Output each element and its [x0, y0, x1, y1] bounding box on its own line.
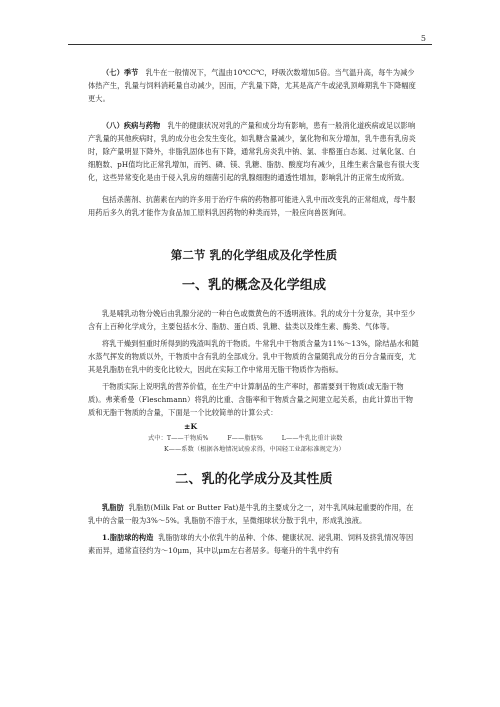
section-title: 第二节 乳的化学组成及化学性质: [170, 248, 338, 262]
formula-legend: 式中：T——干物质% F——脂肪% L——牛乳比重计读数: [148, 435, 343, 442]
paragraph-season: [88, 66, 420, 105]
paragraph-drying: 将乳干燥到恒重时所得到的残渣叫乳的干物质。牛常乳中干物质含量为11%～13%，除结晶水和随水蒸气挥发的物质以外，干物质中含有乳的全部成分。乳中干物质的含量随乳成分的百分含量而变，尤其是乳脂肪在乳中的变化比较大，因此在实际工作中常用无脂干物质作为指标。: [88, 339, 419, 374]
paragraph-fleschmann: 干物质实际上说明乳的营养价值，在生产中计算制品的生产率时，都需要到干物质(或无脂干物质)。弗莱希曼（Fleschmann）将乳的比重、含脂率和干物质含量之间建立起关系，由此计算出干物质和无脂干物质的含量，下面是一个比较简单的计算公式：: [88, 382, 414, 417]
formula: ±K: [184, 422, 198, 431]
paragraph-fat-globule: [88, 531, 420, 557]
paragraph-milk-fat: [88, 501, 420, 527]
paragraph-text: 乳脂肪(Milk Fat or Butter Fat)是牛乳的主要成分之一，对牛乳风味起重要的作用，在乳中的含量一般为3%～5%。乳脂肪不溶于水，呈微细球状分散于乳中，形成乳浊液。: [88, 503, 414, 525]
paragraph-drug: 包括杀菌剂、抗菌素在内的许多用于治疗牛病的药物都可能进入乳中而改变乳的正常组成，母牛服用药后多久的乳才能作为食品加工原料乳因药物的种类而异，一般应向兽医询问。: [88, 195, 416, 217]
page-content: [88, 66, 420, 557]
page-number: 5: [420, 34, 426, 43]
paragraph-disease: [88, 119, 420, 184]
paragraph-lead: 乳脂肪: [102, 503, 124, 512]
subsection-title: 二、乳的化学成分及其性质: [175, 472, 333, 487]
paragraph-text: 乳牛的健康状况对乳的产量和成分均有影响，患有一般消化道疾病或足以影响产乳量的其他疾病时，乳的成分也会发生变化，如乳糖含量减少，氯化物和灰分增加，乳牛患有乳房炎时，除产量明显下降外，非脂乳固体也有下降，通常乳房炎乳中钠、氯、非酪蛋白态氮、过氧化氢、白细胞数、pH值均比正常乳增加，而钙、磷、镁、乳糖、脂肪、酸度均有减少，且维生素含量也有很大变化，这些异常变化是由于侵入乳房的细菌引起的乳腺细胞的通透性增加，影响乳汁的正常生成所致。: [88, 121, 420, 182]
paragraph-lead: （八）疾病与药物: [102, 121, 161, 130]
paragraph-text: 乳脂肪球的大小依乳牛的品种、个体、健康状况、泌乳期、饲料及挤乳情况等因素而异，通常直径约为～10μm，其中以μm左右者居多。每毫升的牛乳中约有: [88, 533, 414, 555]
paragraph-text: 乳牛在一般情况下，气温由10℃C℃，呼吸次数增加5倍。当气温升高，每牛为减少体热产生，乳量与饲料消耗量自动减少，因而，产乳量下降，尤其是高产牛或泌乳顶峰期乳牛下降幅度更大。: [88, 68, 416, 103]
header-rule: [68, 44, 432, 45]
paragraph-lead: （七）季节: [102, 68, 139, 77]
paragraph-lead: 1.脂肪球的构造: [102, 533, 154, 542]
subsection-title: 一、乳的概念及化学组成: [181, 278, 327, 293]
formula-legend-coefficient: K——系数（根据各地情况试验求得，中国轻工业部标准规定为）: [164, 446, 345, 453]
paragraph-concept: 乳是哺乳动物分娩后由乳腺分泌的一种白色或微黄色的不透明液体。乳的成分十分复杂，其中至少含有上百种化学成分，主要包括水分、脂肪、蛋白质、乳糖、盐类以及维生素、酶类、气体等。: [88, 309, 416, 331]
